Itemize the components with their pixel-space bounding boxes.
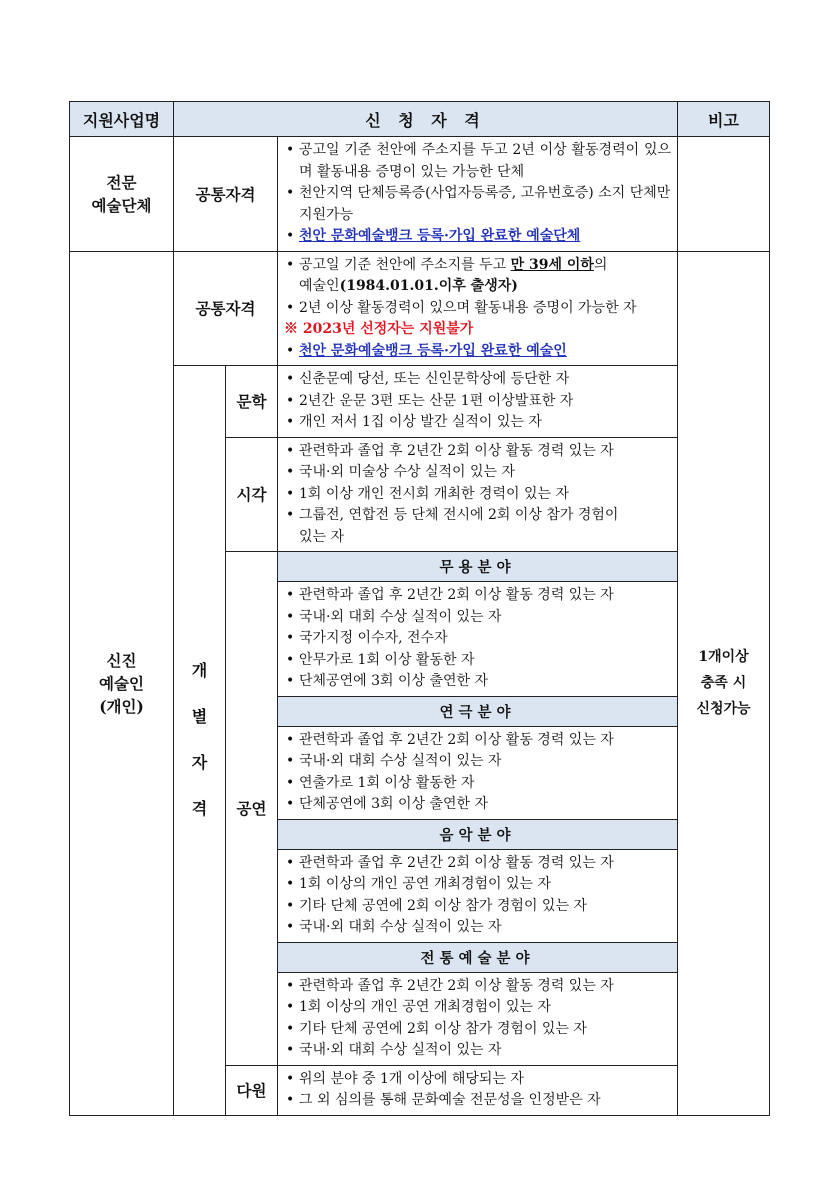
list-item: • 천안지역 단체등록증(사업자등록증, 고유번호증) 소지 단체만 지원가능: [284, 183, 671, 226]
notice-item: ※ 2023년 선정자는 지원불가: [284, 321, 474, 337]
professional-items: [278, 137, 678, 252]
header-eligibility: 신 청 자 격: [174, 102, 678, 137]
dance-section-title: 무용분야: [278, 552, 678, 582]
list-item: • 단체공연에 3회 이상 출연한 자: [284, 671, 671, 693]
list-item: • 그룹전, 연합전 등 단체 전시에 2회 이상 참가 경험이 있는 자: [284, 505, 671, 548]
literature-items: [278, 366, 678, 438]
list-item: • 국내·외 대회 수상 실적이 있는 자: [284, 751, 671, 773]
multi-items: [278, 1065, 678, 1115]
list-item: • 관련학과 졸업 후 2년간 2회 이상 활동 경력 있는 자: [284, 976, 671, 998]
list-item: • 1회 이상 개인 전시회 개최한 경력이 있는 자: [284, 484, 671, 506]
individual-qualification-label: 개 별 자 격: [174, 366, 226, 1116]
professional-common-label: 공통자격: [174, 137, 278, 252]
literature-row: [70, 366, 770, 438]
list-item: • 천안 문화예술뱅크 등록·가입 완료한 예술인: [284, 341, 671, 363]
header-remarks: 비고: [678, 102, 770, 137]
list-item: • 안무가로 1회 이상 활동한 자: [284, 650, 671, 672]
professional-remarks: [678, 137, 770, 252]
list-item: • 기타 단체 공연에 2회 이상 참가 경험이 있는 자: [284, 1019, 671, 1041]
professional-row: [70, 137, 770, 252]
theatre-items: [278, 726, 678, 819]
list-item: • 위의 분야 중 1개 이상에 해당되는 자: [284, 1069, 671, 1091]
list-item: • 2년 이상 활동경력이 있으며 활동내용 증명이 가능한 자: [284, 298, 671, 320]
list-item: • 2년간 운문 3편 또는 산문 1편 이상발표한 자: [284, 391, 671, 413]
list-item: • 국내·외 대회 수상 실적이 있는 자: [284, 607, 671, 629]
traditional-section-title: 전통예술분야: [278, 942, 678, 972]
music-items: [278, 849, 678, 942]
list-item: • 1회 이상의 개인 공연 개최경험이 있는 자: [284, 997, 671, 1019]
list-item: • 국가지정 이수자, 전수자: [284, 628, 671, 650]
list-item: • 관련학과 졸업 후 2년간 2회 이상 활동 경력 있는 자: [284, 441, 671, 463]
emerging-common-label: 공통자격: [174, 251, 278, 366]
list-item: • 관련학과 졸업 후 2년간 2회 이상 활동 경력 있는 자: [284, 853, 671, 875]
visual-items: [278, 437, 678, 552]
list-item: • 국내·외 미술상 수상 실적이 있는 자: [284, 462, 671, 484]
list-item: • 1회 이상의 개인 공연 개최경험이 있는 자: [284, 874, 671, 896]
dance-items: [278, 582, 678, 697]
eligibility-table: [69, 101, 770, 1116]
list-item: • 관련학과 졸업 후 2년간 2회 이상 활동 경력 있는 자: [284, 585, 671, 607]
performance-label: 공연: [226, 552, 278, 1066]
list-item: • 국내·외 대회 수상 실적이 있는 자: [284, 917, 671, 939]
list-item: • 연출가로 1회 이상 활동한 자: [284, 773, 671, 795]
list-item: • 국내·외 대회 수상 실적이 있는 자: [284, 1040, 671, 1062]
visual-label: 시각: [226, 437, 278, 552]
list-item: • 신춘문예 당선, 또는 신인문학상에 등단한 자: [284, 369, 671, 391]
list-item: • 단체공연에 3회 이상 출연한 자: [284, 794, 671, 816]
header-row: [70, 102, 770, 137]
list-item: • 공고일 기준 천안에 주소지를 두고 만 39세 이하의 예술인(1984.01.01.이후 출생자): [284, 255, 671, 298]
emerging-common-items: [278, 251, 678, 366]
emerging-common-row: [70, 251, 770, 366]
list-item: • 공고일 기준 천안에 주소지를 두고 2년 이상 활동경력이 있으며 활동내용 증명이 있는 가능한 단체: [284, 140, 671, 183]
header-program-name: 지원사업명: [70, 102, 174, 137]
list-item: • 그 외 심의를 통해 문화예술 전문성을 인정받은 자: [284, 1090, 671, 1112]
multi-label: 다원: [226, 1065, 278, 1115]
professional-category: 전문 예술단체: [70, 137, 174, 252]
list-item: • 개인 저서 1집 이상 발간 실적이 있는 자: [284, 412, 671, 434]
list-item: • 관련학과 졸업 후 2년간 2회 이상 활동 경력 있는 자: [284, 730, 671, 752]
theatre-section-title: 연극분야: [278, 696, 678, 726]
traditional-items: [278, 972, 678, 1065]
emerging-category: 신진 예술인 (개인): [70, 251, 174, 1115]
list-item: • 천안 문화예술뱅크 등록·가입 완료한 예술단체: [284, 226, 671, 248]
music-section-title: 음악분야: [278, 819, 678, 849]
list-item: • 기타 단체 공연에 2회 이상 참가 경험이 있는 자: [284, 896, 671, 918]
literature-label: 문학: [226, 366, 278, 438]
emerging-remarks: 1개이상 충족 시 신청가능: [678, 251, 770, 1115]
